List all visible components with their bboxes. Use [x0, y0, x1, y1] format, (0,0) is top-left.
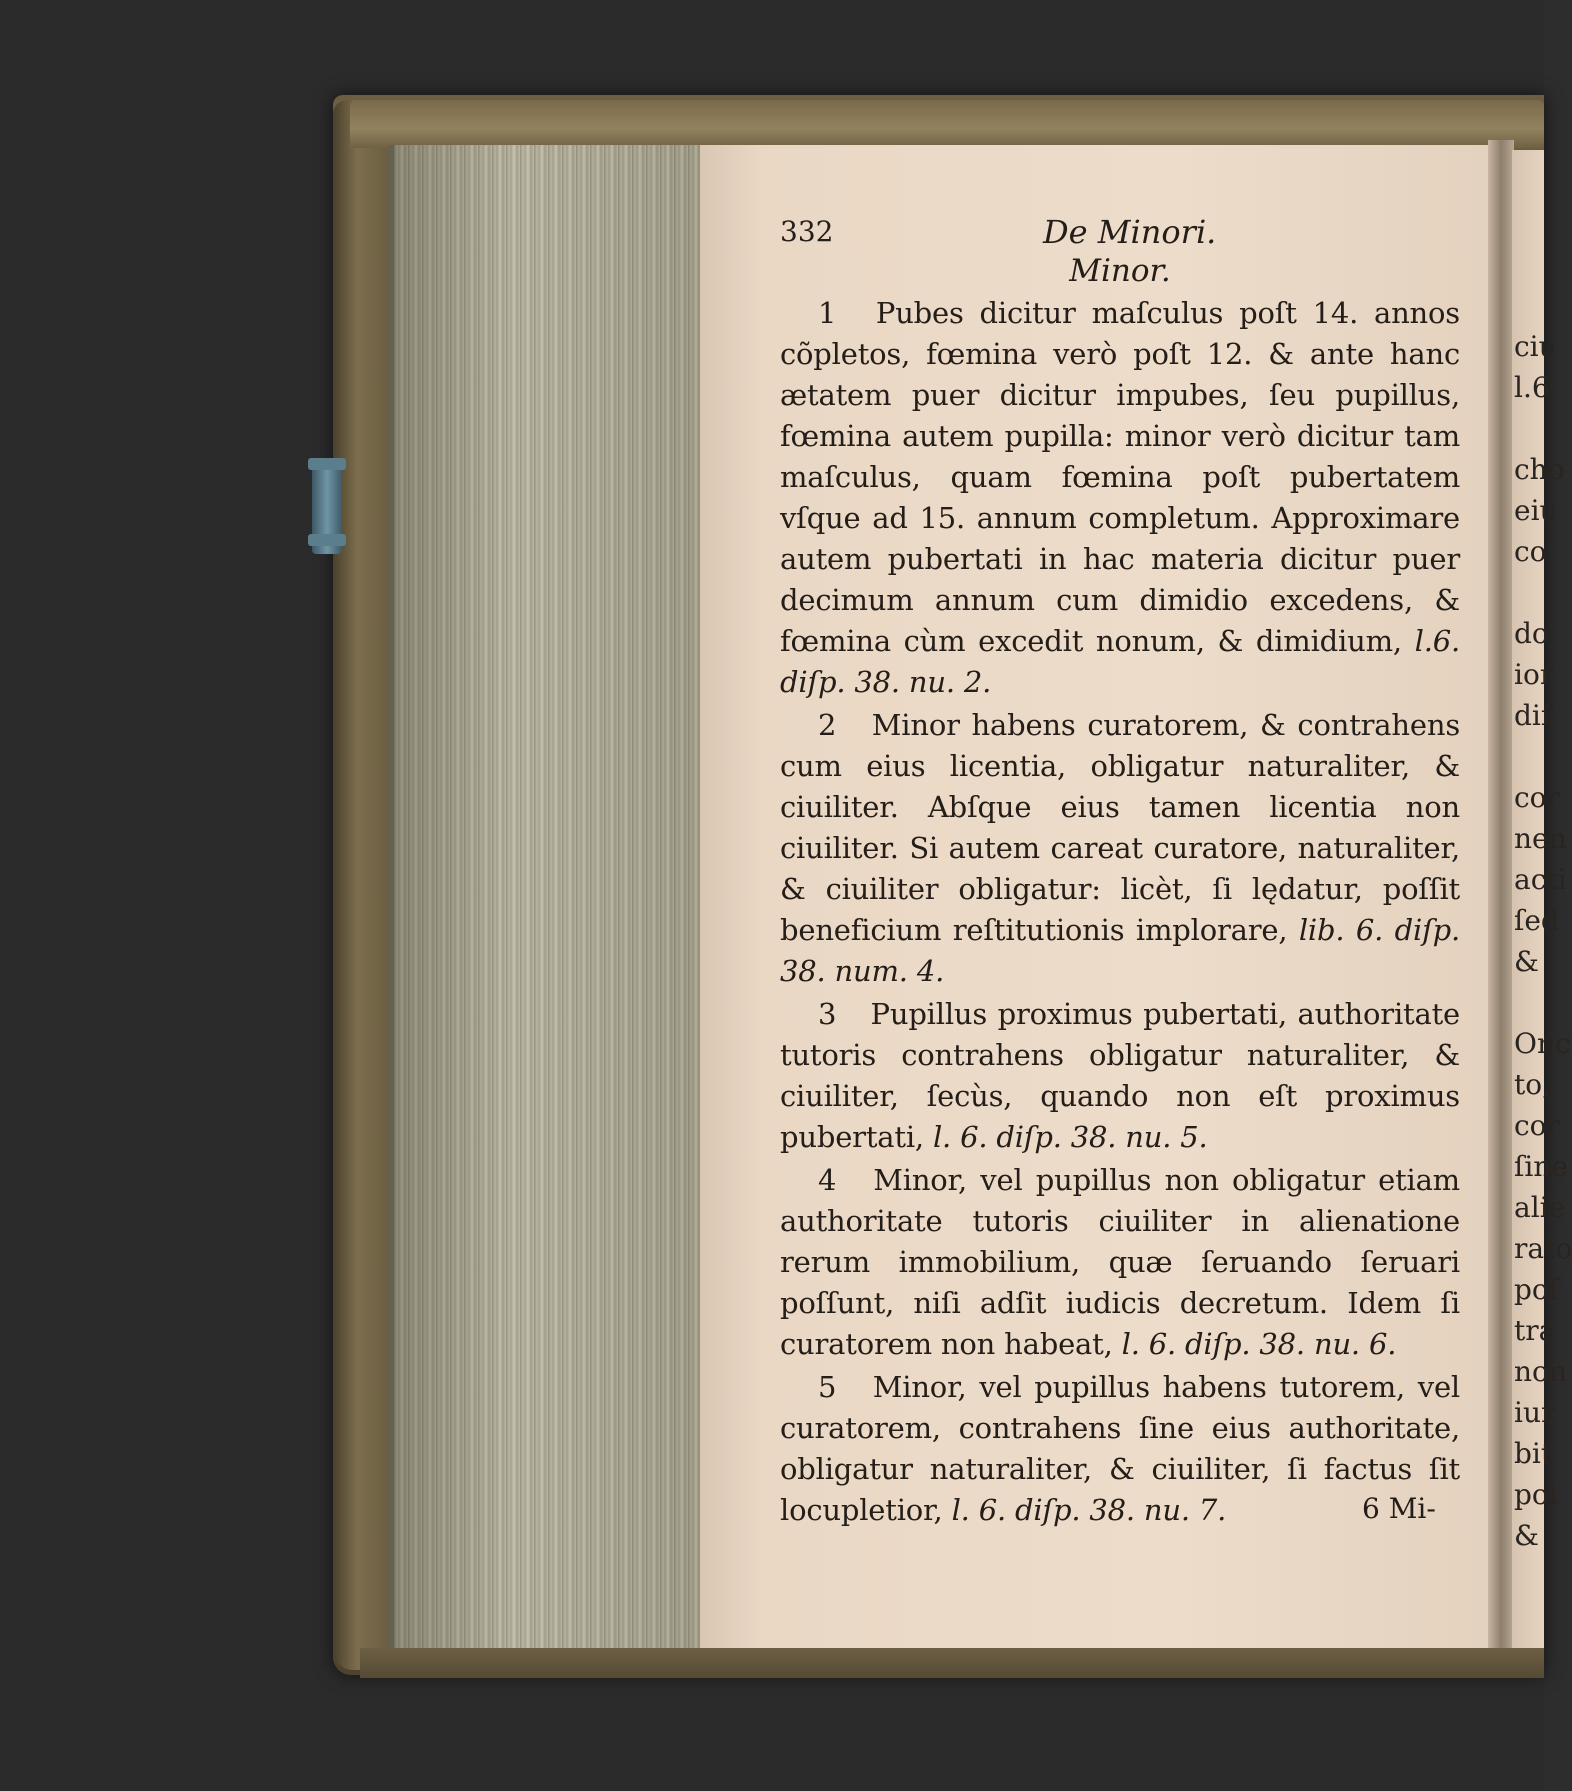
next-page-fragment: diſ: [1514, 699, 1552, 732]
page-number: 332: [780, 215, 834, 248]
gutter: [1488, 140, 1514, 1655]
running-title: De Minori.: [1043, 213, 1217, 251]
next-page-fragment: poſ: [1514, 1273, 1560, 1306]
next-page-fragment: Onc: [1514, 1027, 1571, 1060]
cover-edge: [333, 100, 393, 1670]
paragraph-reference: lib. 6. diſp. 38. num. 4.: [780, 913, 1460, 988]
paragraph-2: [780, 705, 1460, 992]
paragraph-4: [780, 1160, 1460, 1365]
paragraph-text: Minor, vel pupillus habens tutorem, vel curatorem, contrahens ſine eius authoritate, obligatur naturaliter, & ciuiliter, ſi factus ſit locupletior,: [780, 1370, 1460, 1527]
paragraph-1: [780, 293, 1460, 703]
catchword: 6 Mi-: [1362, 1492, 1436, 1525]
next-page-fragment: poi: [1514, 1478, 1558, 1511]
paragraph-number: 5: [818, 1370, 837, 1404]
next-page-fragment: bit: [1514, 1437, 1553, 1470]
clasp-icon: [312, 458, 342, 554]
right-page-fragment: [1512, 150, 1572, 1650]
paragraph-3: [780, 994, 1460, 1158]
paragraph-text: Pubes dicitur maſculus poſt 14. annos cõpletos, fœmina verò poſt 12. & ante hanc ætatem puer dicitur impubes, ſeu pupillus, fœmina autem pupilla: minor verò dicitur tam maſculus, quam fœmina poſt pubertatem vſque ad 15. annum completum. Approximare autem pubertati in hac materia dicitur puer decimum annum cum dimidio excedens, & fœmina cùm excedit nonum, & dimidium,: [780, 296, 1460, 658]
entry-heading: Minor.: [1069, 253, 1171, 289]
next-page-fragment: ſine: [1514, 1150, 1568, 1183]
paragraph-reference: l. 6. diſp. 38. nu. 6.: [1121, 1327, 1397, 1361]
next-page-fragment: &: [1514, 945, 1539, 978]
next-page-fragment: cor: [1514, 1109, 1560, 1142]
paragraph-reference: l. 6. diſp. 38. nu. 7.: [951, 1493, 1227, 1527]
paragraph-text: Pupillus proximus pubertati, authoritate tutoris contrahens obligatur naturaliter, & ciuiliter, ſecùs, quando non eſt proximus pubertati,: [780, 997, 1460, 1154]
paragraph-number: 3: [818, 997, 837, 1031]
next-page-fragment: eiu: [1514, 494, 1558, 527]
paragraph-5: [780, 1367, 1460, 1531]
next-page-fragment: rato: [1514, 1232, 1572, 1265]
next-page-fragment: co: [1514, 535, 1547, 568]
paragraph-text: Minor habens curatorem, & contrahens cum eius licentia, obligatur naturaliter, & ciuiliter. Abſque eius tamen licentia non ciuiliter. Si autem careat curatore, naturaliter, & ciuiliter obligatur: licèt, ſi lędatur, poſſit beneficium reſtitutionis implorare,: [780, 708, 1460, 947]
next-page-fragment: cor: [1514, 781, 1560, 814]
next-page-fragment: non: [1514, 1355, 1567, 1388]
paragraph-number: 2: [818, 708, 837, 742]
next-page-fragment: &: [1514, 1519, 1539, 1552]
next-page-fragment: cho: [1514, 453, 1565, 486]
bottom-edge: [360, 1648, 1544, 1678]
next-page-fragment: alie: [1514, 1191, 1566, 1224]
running-head: [780, 205, 1460, 253]
next-page-fragment: iur: [1514, 1396, 1555, 1429]
paragraph-text: Minor, vel pupillus non obligatur etiam authoritate tutoris ciuiliter in alienatione rerum immobilium, quæ ſeruando ſeruari poſſunt, niſi adſit iudicis decretum. Idem ſi curatorem non habeat,: [780, 1163, 1460, 1361]
next-page-fragment: ciu: [1514, 330, 1557, 363]
cover-top-edge: [350, 100, 1544, 148]
next-page-fragment: do: [1514, 617, 1549, 650]
next-page-fragment: tra: [1514, 1314, 1556, 1347]
paragraph-reference: l.6. diſp. 38. nu. 2.: [780, 624, 1460, 699]
paragraph-number: 4: [818, 1163, 837, 1197]
paragraph-reference: l. 6. diſp. 38. nu. 5.: [932, 1120, 1208, 1154]
next-page-fragment: to,: [1514, 1068, 1552, 1101]
next-page-fragment: ſed: [1514, 904, 1559, 937]
page-stack-shade: [388, 145, 706, 1653]
next-page-fragment: ior: [1514, 658, 1554, 691]
paragraph-number: 1: [818, 296, 837, 330]
next-page-fragment: nen: [1514, 822, 1567, 855]
next-page-fragment: l.6: [1514, 371, 1550, 404]
next-page-fragment: acti: [1514, 863, 1567, 896]
page-text: [780, 205, 1460, 1533]
